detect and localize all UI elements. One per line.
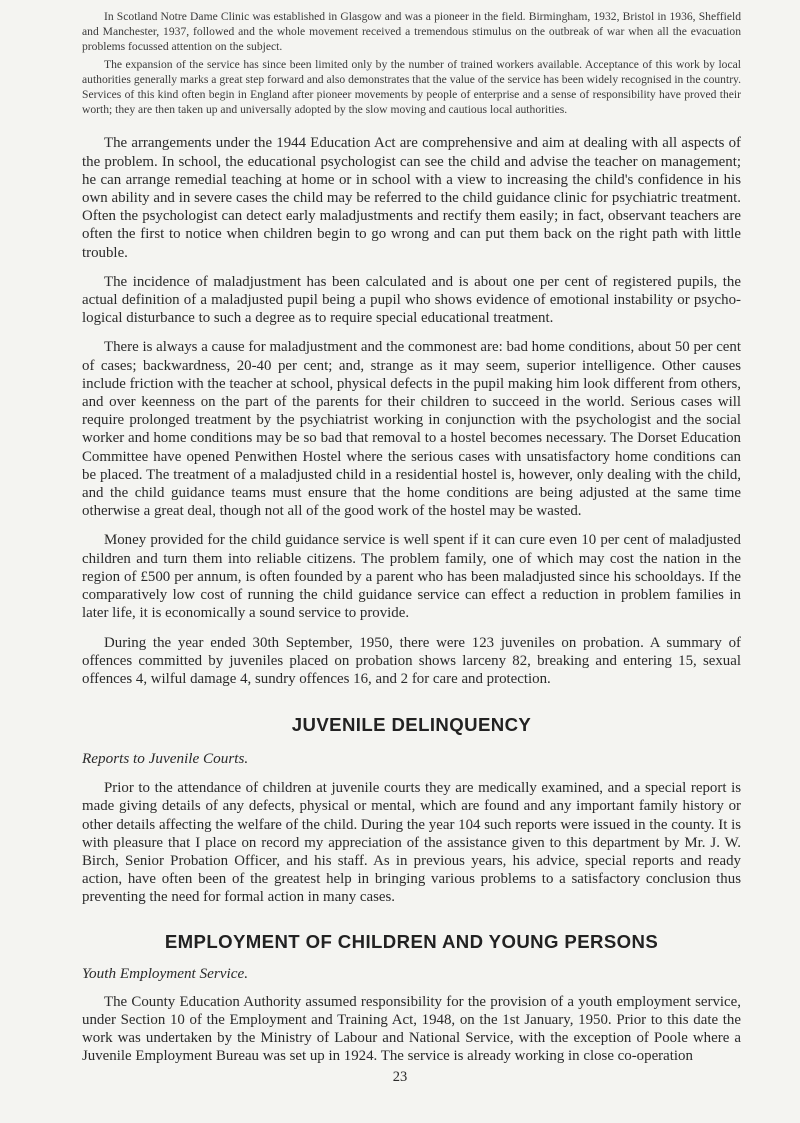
juvenile-paragraph-1: Prior to the attendance of children at juvenile courts they are medically examined, and a special report is made giving details of any defects, physical or mental, which are found and any important family history or other details affecting the welfare of the child. During the year 104 such reports were issued in the county. It is with pleasure that I place on record my appreciation of the assistance given to this department by Mr. J. W. Birch, Senior Probation Officer, and his staff. As in previous years, his advice, special reports and ready action, have often been of the greatest help in bringing various problems to a satisfactory conclusion thus preventing the need for formal action in many cases. [82,780,741,906]
youth-employment-subheading: Youth Employment Service. [82,964,249,982]
juvenile-delinquency-heading: JUVENILE DELINQUENCY [291,714,532,736]
page-number: 23 [392,1069,408,1085]
juvenile-courts-subheading: Reports to Juvenile Courts. [82,750,249,768]
body-paragraph-1: The arrangements under the 1944 Education Act are comprehensive and aim at dealing with all aspects of the problem. In school, the educational psychologist can see the child and advise the teacher on management; he can arrange remedial teaching at home or in school with a view to increasing the child's confidence in his own ability and in severe cases the child may be referred to the child guidance clinic for psychiatric treatment. Often the psychologist can detect early maladjustments and rectify them easily; in fact, observant teachers are often the first to notice when children begin to go wrong and can put them back on the right path with little trouble. [82,135,741,261]
employment-paragraph-1: The County Education Authority assumed responsibility for the provision of a youth employment service, under Section 10 of the Employment and Training Act, 1948, on the 1st January, 1950. Prior to this date the work was undertaken by the Ministry of Labour and National Service, with the exception of Poole where a Juvenile Employment Bureau was set up in 1924. The service is already working in close co-operation [82,993,741,1065]
body-paragraph-2: The incidence of maladjustment has been calculated and is about one per cent of registered pupils, the actual definition of a maladjusted pupil being a pupil who shows evidence of emotional instability or psycho-logical disturbance to such a degree as to require special educational treatment. [82,273,741,327]
intro-paragraph-1: In Scotland Notre Dame Clinic was established in Glasgow and was a pioneer in the field. Birmingham, 1932, Bristol in 1936, Sheffield and Manchester, 1937, followed and the whole movement received a tremendous stimulus on the outbreak of war when all the evacuation problems focussed attention on the subject. [82,10,741,54]
employment-heading: EMPLOYMENT OF CHILDREN AND YOUNG PERSONS [164,930,659,952]
employment-section [82,931,741,1066]
intro-section [82,0,741,117]
body-paragraph-3: There is always a cause for maladjustment and the commonest are: bad home conditions, about 50 per cent of cases; backwardness, 20-40 per cent; and, strange as it may seem, superior intelligence. Other causes include friction with the teacher at school, physical defects in the pupil making him look different from others, and over keenness on the part of the parents for their children to succeed in the world. Serious cases will require prolonged treatment by the psychiatrist working in conjunction with the psychologist and the social worker and home conditions may be so bad that removal to a hostel becomes necessary. The Dorset Education Committee have opened Penwithen Hostel where the serious cases with unsatisfactory home conditions can be placed. The treatment of a maladjusted child in a residential hostel is, however, only dealing with the child, and the child guidance teams must ensure that the home conditions are being adjusted at the same time otherwise a great deal, though not all of the good work of the hostel may be wasted. [82,339,741,520]
body-paragraph-5: During the year ended 30th September, 1950, there were 123 juveniles on probation. A summary of offences committed by juveniles placed on probation shows larceny 82, breaking and entering 15, sexual offences 4, wilful damage 4, sundry offences 16, and 2 for care and protection. [82,634,741,687]
main-text-section [82,134,741,688]
body-paragraph-4: Money provided for the child guidance service is well spent if it can cure even 10 per cent of maladjusted children and turn them into reliable citizens. The problem family, one of which may cost the nation in the region of £500 per annum, is often founded by a parent who has been maladjusted since his schooldays. If the comparatively low cost of running the child guidance service can effect a reduction in problem families in later life, it is economically a sound service to provide. [82,532,741,622]
intro-paragraph-2: The expansion of the service has since been limited only by the number of trained workers available. Acceptance of this work by local authorities generally marks a great step forward and also demonstrates that the value of the service has been widely recognised in the country. Services of this kind often begin in England after pioneer movements by people of enterprise and a sense of responsibility have proved their worth; they are then taken up and universally adopted by the slow moving and cautious local authorities. [82,57,741,117]
juvenile-delinquency-section [82,714,741,906]
